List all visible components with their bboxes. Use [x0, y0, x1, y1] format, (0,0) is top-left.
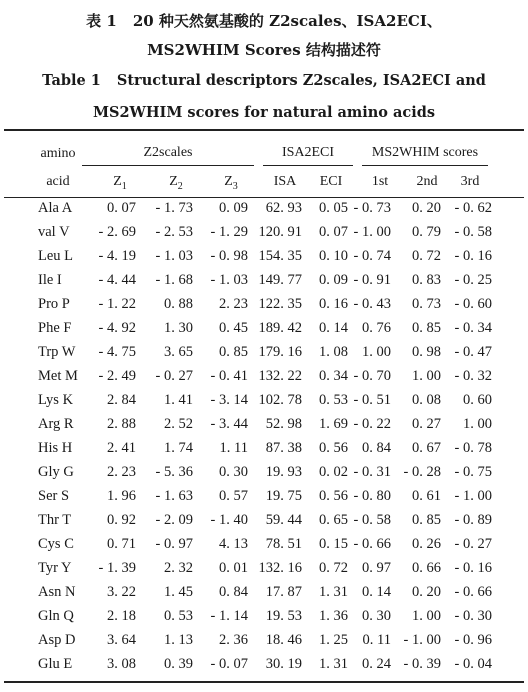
cell-isa: 122. 35 — [258, 296, 302, 312]
table-row — [0, 416, 528, 440]
amino-acid-name: Asn N — [38, 584, 76, 600]
cell-z3: 2. 36 — [219, 632, 248, 648]
cell-z1: 2. 23 — [107, 464, 136, 480]
cell-z1: 2. 18 — [107, 608, 136, 624]
cell-z3: - 3. 14 — [210, 392, 248, 408]
cell-z1: 0. 71 — [107, 536, 136, 552]
cell-z1: - 4. 44 — [98, 272, 136, 288]
cell-eci: 0. 10 — [319, 248, 348, 264]
cell-isa: 19. 93 — [265, 464, 302, 480]
amino-acid-name: Lys K — [38, 392, 74, 408]
cell-isa: 62. 93 — [265, 200, 302, 216]
cell-z1: - 2. 69 — [98, 224, 136, 240]
amino-acid-name: Glu E — [38, 656, 73, 672]
cell-m3: 1. 00 — [463, 416, 492, 432]
cell-z2: - 2. 53 — [155, 224, 193, 240]
cell-z1: 2. 41 — [107, 440, 136, 456]
amino-acid-name: Met M — [38, 368, 78, 384]
cell-z1: 2. 84 — [107, 392, 136, 408]
amino-acid-name: Pro P — [38, 296, 70, 312]
z-group-header: Z2scales — [143, 145, 193, 160]
cell-eci: 0. 05 — [319, 200, 348, 216]
table-row — [0, 632, 528, 656]
cell-z3: 4. 13 — [219, 536, 248, 552]
cell-eci: 0. 16 — [319, 296, 348, 312]
cell-z2: - 0. 27 — [155, 368, 193, 384]
cell-m2: - 0. 39 — [403, 656, 441, 672]
caption-en-label: Table 1 — [42, 72, 101, 89]
cell-m2: 0. 27 — [412, 416, 441, 432]
stub-header-bottom: acid — [46, 174, 70, 189]
cell-eci: 1. 69 — [319, 416, 348, 432]
caption-en-line1 — [0, 72, 528, 89]
stub-header-top: amino — [40, 146, 76, 161]
cell-z2: 1. 41 — [164, 392, 193, 408]
caption-cn-line2: MS2WHIM Scores 结构描述符 — [147, 41, 381, 59]
cell-z3: 0. 09 — [219, 200, 248, 216]
cell-m1: 0. 76 — [362, 320, 391, 336]
amino-acid-name: Thr T — [38, 512, 72, 528]
cell-z2: 3. 65 — [164, 344, 193, 360]
table-row — [0, 224, 528, 248]
cell-m1: - 0. 31 — [353, 464, 391, 480]
cell-m2: 0. 20 — [412, 584, 441, 600]
cell-m3: - 1. 00 — [454, 488, 492, 504]
cell-m1: - 0. 51 — [353, 392, 391, 408]
cell-m2: 0. 08 — [412, 392, 441, 408]
cell-eci: 1. 25 — [319, 632, 348, 648]
cell-z3: - 1. 14 — [210, 608, 248, 624]
cell-eci: 0. 02 — [319, 464, 348, 480]
cell-z1: 3. 08 — [107, 656, 136, 672]
cell-z3: 0. 30 — [219, 464, 248, 480]
cell-z1: 2. 88 — [107, 416, 136, 432]
amino-acid-name: Phe F — [38, 320, 72, 336]
cell-z3: 0. 85 — [219, 344, 248, 360]
cell-m1: - 0. 70 — [353, 368, 391, 384]
cell-eci: 0. 65 — [319, 512, 348, 528]
amino-acid-name: Gly G — [38, 464, 74, 480]
cell-m3: - 0. 89 — [454, 512, 492, 528]
cell-z2: - 1. 63 — [155, 488, 193, 504]
cell-isa: 189. 42 — [258, 320, 302, 336]
cell-m1: - 0. 43 — [353, 296, 391, 312]
table-row — [0, 512, 528, 536]
cell-m1: - 0. 74 — [353, 248, 391, 264]
cell-m2: 0. 79 — [412, 224, 441, 240]
table-row — [0, 440, 528, 464]
cell-m3: - 0. 75 — [454, 464, 492, 480]
cell-isa: 19. 53 — [265, 608, 302, 624]
table-bottom-rule — [4, 681, 524, 683]
cell-m3: - 0. 58 — [454, 224, 492, 240]
cell-m2: 0. 26 — [412, 536, 441, 552]
cell-eci: 1. 36 — [319, 608, 348, 624]
amino-acid-name: Gln Q — [38, 608, 74, 624]
table-row — [0, 560, 528, 584]
col-z1-header: $Z_1$ — [113, 174, 127, 192]
cell-z1: 1. 96 — [107, 488, 136, 504]
cell-m3: - 0. 66 — [454, 584, 492, 600]
cell-eci: 1. 31 — [319, 656, 348, 672]
cell-m2: 0. 61 — [412, 488, 441, 504]
cell-z3: - 3. 44 — [210, 416, 248, 432]
cell-z1: - 2. 49 — [98, 368, 136, 384]
cell-m1: 0. 30 — [362, 608, 391, 624]
cell-m1: 0. 14 — [362, 584, 391, 600]
table-row — [0, 392, 528, 416]
cell-m3: - 0. 34 — [454, 320, 492, 336]
amino-acid-name: Ala A — [38, 200, 73, 216]
cell-m3: - 0. 62 — [454, 200, 492, 216]
cell-isa: 78. 51 — [265, 536, 302, 552]
cell-isa: 132. 22 — [258, 368, 302, 384]
col-ms3-header: 3rd — [460, 174, 480, 189]
cell-isa: 17. 87 — [265, 584, 302, 600]
cell-isa: 154. 35 — [258, 248, 302, 264]
cell-z1: 3. 64 — [107, 632, 136, 648]
cell-m2: 0. 98 — [412, 344, 441, 360]
cell-z2: 1. 74 — [164, 440, 193, 456]
cell-z2: - 1. 68 — [155, 272, 193, 288]
cell-m2: 0. 72 — [412, 248, 441, 264]
cell-z2: 0. 88 — [164, 296, 193, 312]
caption-en-line2: MS2WHIM scores for natural amino acids — [92, 104, 436, 121]
cell-z2: - 1. 73 — [155, 200, 193, 216]
cell-z2: 0. 39 — [164, 656, 193, 672]
cell-z3: 0. 84 — [219, 584, 248, 600]
cell-z1: - 4. 19 — [98, 248, 136, 264]
col-eci-header: ECI — [319, 174, 343, 189]
cell-m3: - 0. 27 — [454, 536, 492, 552]
cell-m3: - 0. 78 — [454, 440, 492, 456]
cell-m2: 0. 83 — [412, 272, 441, 288]
cell-m3: - 0. 16 — [454, 560, 492, 576]
cell-m3: - 0. 60 — [454, 296, 492, 312]
caption-cn-title: 20 种天然氨基酸的 Z2scales、ISA2ECI、 — [132, 12, 442, 30]
col-isa-header: ISA — [273, 174, 297, 189]
cell-m3: - 0. 04 — [454, 656, 492, 672]
cell-m2: 0. 20 — [412, 200, 441, 216]
table-row — [0, 368, 528, 392]
cell-m2: 0. 85 — [412, 320, 441, 336]
cell-z1: - 1. 39 — [98, 560, 136, 576]
cell-isa: 149. 77 — [258, 272, 302, 288]
col-z3-header: $Z_3$ — [224, 174, 238, 192]
cell-eci: 0. 09 — [319, 272, 348, 288]
cell-m2: 0. 67 — [412, 440, 441, 456]
cell-z2: - 5. 36 — [155, 464, 193, 480]
cell-m3: - 0. 96 — [454, 632, 492, 648]
table-row — [0, 272, 528, 296]
amino-acid-name: His H — [38, 440, 73, 456]
cell-z3: 2. 23 — [219, 296, 248, 312]
cell-m3: - 0. 30 — [454, 608, 492, 624]
cell-m1: 0. 97 — [362, 560, 391, 576]
isa-group-header: ISA2ECI — [281, 145, 335, 160]
cell-m2: - 0. 28 — [403, 464, 441, 480]
cell-z1: - 4. 92 — [98, 320, 136, 336]
cell-eci: 0. 15 — [319, 536, 348, 552]
cell-m1: - 0. 73 — [353, 200, 391, 216]
cell-m3: - 0. 47 — [454, 344, 492, 360]
ms-group-underline — [362, 165, 488, 166]
cell-z3: 0. 57 — [219, 488, 248, 504]
table-row — [0, 584, 528, 608]
cell-z2: 1. 45 — [164, 584, 193, 600]
cell-isa: 59. 44 — [265, 512, 302, 528]
table-row — [0, 296, 528, 320]
amino-acid-name: Ile I — [38, 272, 62, 288]
cell-m1: 0. 24 — [362, 656, 391, 672]
table-row — [0, 320, 528, 344]
cell-eci: 0. 56 — [319, 488, 348, 504]
cell-m1: - 0. 58 — [353, 512, 391, 528]
cell-z1: - 4. 75 — [98, 344, 136, 360]
col-z2-header: $Z_2$ — [169, 174, 183, 192]
cell-m2: 1. 00 — [412, 608, 441, 624]
cell-eci: 0. 07 — [319, 224, 348, 240]
cell-m1: - 0. 91 — [353, 272, 391, 288]
amino-acid-name: Arg R — [38, 416, 74, 432]
cell-z3: - 0. 07 — [210, 656, 248, 672]
cell-eci: 0. 72 — [319, 560, 348, 576]
cell-m3: 0. 60 — [463, 392, 492, 408]
cell-m2: - 1. 00 — [403, 632, 441, 648]
col-ms1-header: 1st — [371, 174, 389, 189]
caption-en-title: Structural descriptors Z2scales, ISA2ECI and — [116, 72, 486, 89]
cell-isa: 102. 78 — [258, 392, 302, 408]
cell-z2: - 0. 97 — [155, 536, 193, 552]
cell-m3: - 0. 16 — [454, 248, 492, 264]
cell-z2: - 1. 03 — [155, 248, 193, 264]
cell-eci: 0. 34 — [319, 368, 348, 384]
cell-z3: 0. 45 — [219, 320, 248, 336]
cell-z3: - 0. 98 — [210, 248, 248, 264]
cell-z3: 0. 01 — [219, 560, 248, 576]
cell-isa: 179. 16 — [258, 344, 302, 360]
amino-acid-name: Asp D — [38, 632, 76, 648]
amino-acid-name: Tyr Y — [38, 560, 72, 576]
cell-z1: 0. 07 — [107, 200, 136, 216]
cell-isa: 87. 38 — [265, 440, 302, 456]
cell-z3: - 1. 40 — [210, 512, 248, 528]
table-top-rule — [4, 129, 524, 131]
cell-z3: - 1. 03 — [210, 272, 248, 288]
cell-m2: 0. 66 — [412, 560, 441, 576]
amino-acid-name: Ser S — [38, 488, 70, 504]
table-row — [0, 464, 528, 488]
cell-eci: 0. 14 — [319, 320, 348, 336]
amino-acid-name: val V — [38, 224, 70, 240]
cell-eci: 1. 08 — [319, 344, 348, 360]
table-row — [0, 248, 528, 272]
cell-m1: - 1. 00 — [353, 224, 391, 240]
z-group-underline — [82, 165, 254, 166]
cell-z2: 0. 53 — [164, 608, 193, 624]
table-row — [0, 344, 528, 368]
cell-isa: 120. 91 — [258, 224, 302, 240]
cell-m2: 0. 85 — [412, 512, 441, 528]
cell-isa: 19. 75 — [265, 488, 302, 504]
cell-m1: - 0. 80 — [353, 488, 391, 504]
cell-m2: 0. 73 — [412, 296, 441, 312]
cell-z1: 3. 22 — [107, 584, 136, 600]
cell-z1: - 1. 22 — [98, 296, 136, 312]
cell-isa: 18. 46 — [265, 632, 302, 648]
cell-m3: - 0. 32 — [454, 368, 492, 384]
cell-m1: 1. 00 — [362, 344, 391, 360]
amino-acid-name: Cys C — [38, 536, 74, 552]
cell-m3: - 0. 25 — [454, 272, 492, 288]
cell-eci: 0. 53 — [319, 392, 348, 408]
cell-z2: - 2. 09 — [155, 512, 193, 528]
cell-isa: 30. 19 — [265, 656, 302, 672]
cell-m1: - 0. 66 — [353, 536, 391, 552]
caption-cn-label: 表 1 — [86, 12, 117, 30]
cell-m1: 0. 11 — [362, 632, 391, 648]
cell-z2: 2. 32 — [164, 560, 193, 576]
isa-group-underline — [263, 165, 353, 166]
table-row — [0, 608, 528, 632]
cell-m1: - 0. 22 — [353, 416, 391, 432]
cell-z2: 2. 52 — [164, 416, 193, 432]
cell-z2: 1. 30 — [164, 320, 193, 336]
cell-m1: 0. 84 — [362, 440, 391, 456]
amino-acid-name: Leu L — [38, 248, 74, 264]
table-row — [0, 200, 528, 224]
cell-z3: - 0. 41 — [210, 368, 248, 384]
amino-acid-name: Trp W — [38, 344, 76, 360]
cell-z3: 1. 11 — [219, 440, 248, 456]
cell-eci: 1. 31 — [319, 584, 348, 600]
cell-z1: 0. 92 — [107, 512, 136, 528]
col-ms2-header: 2nd — [416, 174, 438, 189]
table-row — [0, 656, 528, 680]
cell-isa: 52. 98 — [265, 416, 302, 432]
caption-cn-line1 — [0, 10, 528, 31]
cell-isa: 132. 16 — [258, 560, 302, 576]
table-header-rule — [4, 197, 524, 198]
cell-m2: 1. 00 — [412, 368, 441, 384]
cell-eci: 0. 56 — [319, 440, 348, 456]
table-row — [0, 488, 528, 512]
table-row — [0, 536, 528, 560]
cell-z2: 1. 13 — [164, 632, 193, 648]
cell-z3: - 1. 29 — [210, 224, 248, 240]
ms-group-header: MS2WHIM scores — [371, 145, 479, 160]
